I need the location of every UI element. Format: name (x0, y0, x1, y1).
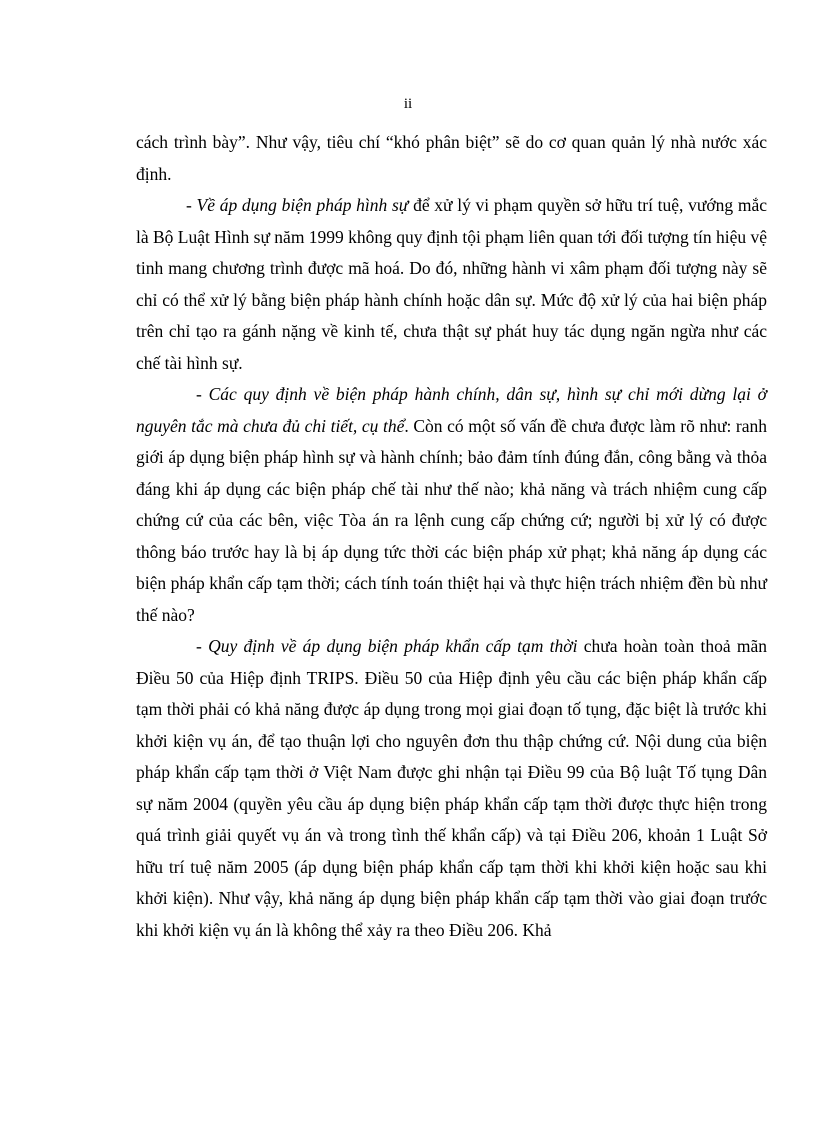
paragraph-text: . Còn có một số vấn đề chưa được làm rõ như: ranh giới áp dụng biện pháp hình sự và hành chính; bảo đảm tính đúng đắn, công bằng và thỏa đáng khi áp dụng các biện pháp chế tài như thế nào; khả năng và trách nhiệm cung cấp chứng cứ của các bên, việc Tòa án ra lệnh cung cấp chứng cứ; người bị xử lý có được thông báo trước hay là bị áp dụng tức thời các biện pháp xử phạt; khả năng áp dụng các biện pháp khẩn cấp tạm thời; cách tính toán thiệt hại và thực hiện trách nhiệm đền bù như thế nào? (136, 415, 767, 625)
paragraph-regulations (136, 379, 767, 631)
paragraph-criminal-measures (136, 190, 767, 379)
paragraph-text: chưa hoàn toàn thoả mãn Điều 50 của Hiệp định TRIPS. Điều 50 của Hiệp định yêu cầu các biện pháp khẩn cấp tạm thời phải có khả năng được áp dụng trong mọi giai đoạn tố tụng, đặc biệt là trước khi khởi kiện vụ án, để tạo thuận lợi cho nguyên đơn thu thập chứng cứ. Nội dung của biện pháp khẩn cấp tạm thời ở Việt Nam được ghi nhận tại Điều 99 của Bộ luật Tố tụng Dân sự năm 2004 (quyền yêu cầu áp dụng biện pháp khẩn cấp tạm thời được thực hiện trong quá trình giải quyết vụ án và trong tình thế khẩn cấp) và tại Điều 206, khoản 1 Luật Sở hữu trí tuệ năm 2005 (áp dụng biện pháp khẩn cấp tạm thời khi khởi kiện hoặc sau khi khởi kiện). Như vậy, khả năng áp dụng biện pháp khẩn cấp tạm thời vào giai đoạn trước khi khởi kiện vụ án là không thể xảy ra theo Điều 206. Khả (136, 636, 767, 940)
paragraph-continuation (136, 127, 767, 190)
paragraph-lead-italic: - Về áp dụng biện pháp hình sự (186, 195, 409, 215)
paragraph-lead-italic: - Các quy định về biện pháp hành chính, dân sự, hình sự chỉ mới dừng lại ở nguyên tắc mà chưa đủ chi tiết, cụ thể (136, 384, 767, 436)
body-text (136, 127, 767, 946)
paragraph-text: cách trình bày”. Như vậy, tiêu chí “khó phân biệt” sẽ do cơ quan quản lý nhà nước xác định. (136, 132, 767, 184)
paragraph-lead-italic: - Quy định về áp dụng biện pháp khẩn cấp tạm thời (196, 636, 578, 656)
paragraph-provisional-measures (136, 631, 767, 946)
page-number: ii (403, 96, 413, 112)
paragraph-text: để xử lý vi phạm quyền sở hữu trí tuệ, vướng mắc là Bộ Luật Hình sự năm 1999 không quy định tội phạm liên quan tới đối tượng tín hiệu vệ tinh mang chương trình được mã hoá. Do đó, những hành vi xâm phạm đối tượng này sẽ chỉ có thể xử lý bằng biện pháp hành chính hoặc dân sự. Mức độ xử lý của hai biện pháp trên chỉ tạo ra gánh nặng về kinh tế, chưa thật sự phát huy tác dụng ngăn ngừa như các chế tài hình sự. (136, 195, 767, 373)
